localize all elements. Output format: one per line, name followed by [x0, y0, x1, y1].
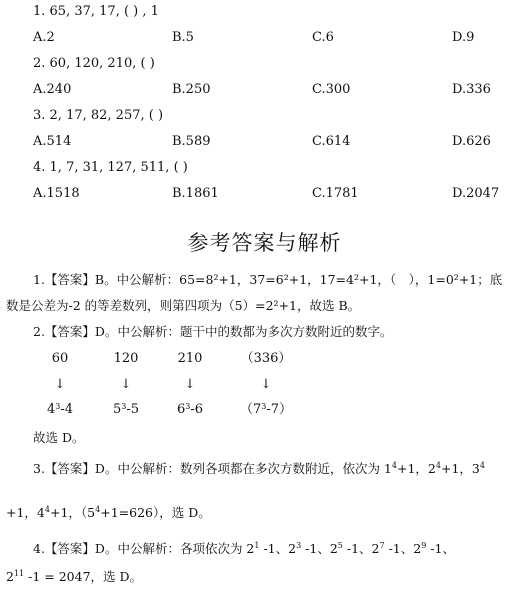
down-arrow-icon: ↓	[54, 377, 66, 392]
answer-2-line-1: 2.【答案】D。中公解析：题干中的数都为多次方数附近的数字。	[33, 324, 393, 339]
top-value: 210	[177, 351, 203, 366]
option-b: B.1861	[172, 186, 219, 201]
answer-1-line-1: 1.【答案】B。中公解析：65=8²+1，37=6²+1，17=4²+1，（ ），1=0²+1；底	[33, 272, 503, 287]
option-b: B.589	[172, 134, 211, 149]
down-arrow-icon: ↓	[184, 377, 196, 392]
option-d: D.2047	[452, 186, 500, 201]
down-arrow-icon: ↓	[120, 377, 132, 392]
answer-4-line-2: $2^{11}$ -1 = 2047，选 D。	[6, 569, 143, 584]
option-c: C.6	[312, 30, 334, 45]
question-stem: 1. 65, 37, 17, ( ) , 1	[33, 4, 159, 19]
bottom-value: $6^3-6$	[176, 402, 204, 417]
answer-1-line-2: 数是公差为-2 的等差数列，则第四项为（5）=2²+1，故选 B。	[6, 298, 361, 313]
answer-3-line-2: +1，$4^4+1$，$(5^4+1=626)$，选 D。	[6, 505, 211, 520]
answers-title: 参考答案与解析	[187, 231, 342, 255]
option-b: B.5	[172, 30, 194, 45]
option-d: D.626	[452, 134, 491, 149]
down-arrow-icon: ↓	[260, 377, 272, 392]
top-value: 120	[113, 351, 139, 366]
bottom-value: $4^3-4$	[46, 402, 74, 417]
question-stem: 2. 60, 120, 210, ( )	[33, 56, 155, 71]
top-value: （336）	[240, 351, 292, 366]
option-d: D.336	[452, 82, 491, 97]
option-c: C.300	[312, 82, 351, 97]
answer-3-line-1: 3.【答案】D。中公解析：数列各项都在多次方数附近，依次为 $1^4+1$，$2^4+1$，$3^4$	[33, 461, 485, 476]
option-a: A.514	[33, 134, 72, 149]
bottom-value: $(7^3-7)$	[239, 402, 293, 417]
option-d: D.9	[452, 30, 475, 45]
option-a: A.240	[33, 82, 72, 97]
bottom-value: $5^3-5$	[112, 402, 140, 417]
answer-2-conclusion: 故选 D。	[33, 430, 85, 445]
question-stem: 4. 1, 7, 31, 127, 511, ( )	[33, 160, 188, 175]
option-c: C.614	[312, 134, 351, 149]
option-a: A.1518	[33, 186, 80, 201]
top-value: 60	[51, 351, 69, 366]
option-c: C.1781	[312, 186, 359, 201]
question-stem: 3. 2, 17, 82, 257, ( )	[33, 108, 164, 123]
answer-4-line-1: 4.【答案】D。中公解析：各项依次为 $2^1$ -1、$2^3$ -1、$2^5$ -1、$2^7$ -1、$2^9$ -1、	[33, 541, 455, 556]
option-b: B.250	[172, 82, 211, 97]
option-a: A.2	[33, 30, 55, 45]
